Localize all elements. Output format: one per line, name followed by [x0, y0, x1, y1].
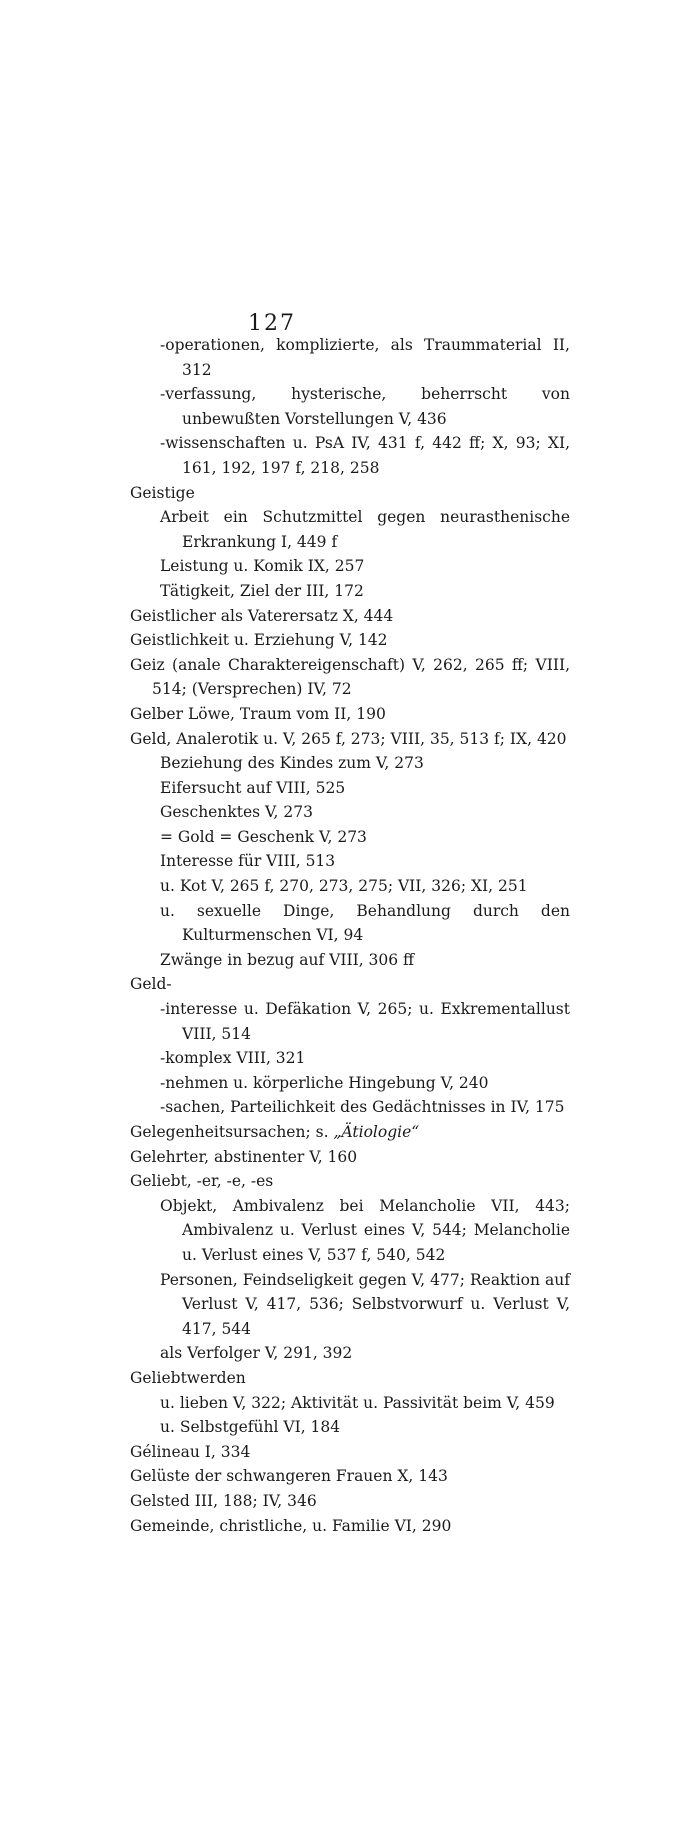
- index-entry-text: Leistung u. Komik IX, 257: [160, 557, 365, 576]
- index-entry: [130, 997, 570, 1046]
- index-entry-text: Gelüste der schwangeren Frauen X, 143: [130, 1467, 448, 1486]
- index-entry-text: Zwänge in bezug auf VIII, 306 ff: [160, 950, 415, 969]
- index-entry-text: -operationen, komplizierte, als Traummaterial II, 312: [160, 336, 570, 379]
- index-entry: [130, 554, 570, 579]
- index-entry-text: u. Selbstgefühl VI, 184: [160, 1418, 341, 1437]
- index-entry-reference: „Ätiologie“: [333, 1123, 420, 1141]
- index-entry-text: als Verfolger V, 291, 392: [160, 1344, 353, 1363]
- index-entry-text: = Gold = Geschenk V, 273: [160, 827, 367, 846]
- index-entry-text: Gélineau I, 334: [130, 1442, 251, 1461]
- index-entry: [130, 1194, 570, 1268]
- index-entry: [130, 751, 570, 776]
- index-entry: [130, 505, 570, 554]
- index-entry-text: -nehmen u. körperliche Hingebung V, 240: [160, 1073, 489, 1092]
- index-entry: [130, 1268, 570, 1342]
- index-entry: [130, 972, 570, 997]
- index-entry-text: -wissenschaften u. PsA IV, 431 f, 442 ff; X, 93; XI, 161, 192, 197 f, 218, 258: [160, 434, 570, 477]
- index-entry: [130, 1440, 570, 1465]
- index-list: [130, 333, 570, 1538]
- index-entry-text: Geistlichkeit u. Erziehung V, 142: [130, 631, 388, 650]
- index-entry: [130, 1120, 570, 1145]
- index-entry-text: Gelsted III, 188; IV, 346: [130, 1491, 317, 1510]
- index-entry-text: -sachen, Parteilichkeit des Gedächtnisses in IV, 175: [160, 1098, 565, 1117]
- index-entry-text: Geld, Analerotik u. V, 265 f, 273; VIII, 35, 513 f; IX, 420: [130, 729, 567, 748]
- index-entry-text: Gelehrter, abstinenter V, 160: [130, 1147, 358, 1166]
- index-entry-text: Personen, Feindseligkeit gegen V, 477; Reaktion auf Verlust V, 417, 536; Selbstvorwurf u. Verlust V, 417, 544: [160, 1270, 570, 1338]
- index-entry-text: -verfassung, hysterische, beherrscht von unbewußten Vorstellungen V, 436: [160, 385, 570, 428]
- index-entry: [130, 1095, 570, 1120]
- index-entry-text: Arbeit ein Schutzmittel gegen neurasthenische Erkrankung I, 449 f: [160, 508, 570, 551]
- index-entry: [130, 1514, 570, 1539]
- index-entry-text: -interesse u. Defäkation V, 265; u. Exkrementallust VIII, 514: [160, 1000, 570, 1043]
- index-entry: [130, 481, 570, 506]
- index-entry-text: -komplex VIII, 321: [160, 1049, 306, 1068]
- index-entry: [130, 431, 570, 480]
- index-entry: [130, 874, 570, 899]
- index-entry: [130, 1489, 570, 1514]
- index-entry-text: u. Kot V, 265 f, 270, 273, 275; VII, 326; XI, 251: [160, 877, 528, 896]
- index-entry-text: u. sexuelle Dinge, Behandlung durch den Kulturmenschen VI, 94: [160, 901, 570, 945]
- index-entry: [130, 825, 570, 850]
- index-entry: [130, 333, 570, 382]
- index-entry: [130, 1071, 570, 1096]
- index-entry-text: Geliebt, -er, -e, -es: [130, 1172, 274, 1191]
- index-entry-text: Gemeinde, christliche, u. Familie VI, 290: [130, 1516, 452, 1535]
- index-entry-text: Geld-: [130, 975, 172, 994]
- index-entry-text: Geliebtwerden: [130, 1368, 246, 1387]
- index-entry-text: Objekt, Ambivalenz bei Melancholie VII, 443; Ambivalenz u. Verlust eines V, 544; Melancholie u. Verlust eines V, 537 f, 540, 542: [160, 1196, 570, 1264]
- index-entry: [130, 1341, 570, 1366]
- index-entry-text: Geistige: [130, 483, 195, 502]
- index-entry: [130, 1366, 570, 1391]
- index-entry: [130, 1046, 570, 1071]
- index-entry-text: Gelber Löwe, Traum vom II, 190: [130, 704, 386, 723]
- page-number: 127: [248, 311, 296, 336]
- index-entry-text: Geiz (anale Charaktereigenschaft) V, 262, 265 ff; VIII, 514; (Versprechen) IV, 72: [130, 655, 570, 699]
- index-entry: [130, 1415, 570, 1440]
- index-entry: [130, 899, 570, 948]
- index-entry: [130, 382, 570, 431]
- index-entry: [130, 1169, 570, 1194]
- index-entry-text: Gelegenheitsursachen; s.: [130, 1123, 334, 1141]
- index-entry: [130, 849, 570, 874]
- index-entry: [130, 1391, 570, 1416]
- index-entry-text: u. lieben V, 322; Aktivität u. Passivität beim V, 459: [160, 1393, 555, 1412]
- index-entry: [130, 948, 570, 973]
- index-entry: [130, 727, 570, 752]
- index-entry-text: Geistlicher als Vaterersatz X, 444: [130, 606, 394, 625]
- index-entry: [130, 1145, 570, 1170]
- index-entry: [130, 1464, 570, 1489]
- index-entry-text: Beziehung des Kindes zum V, 273: [160, 754, 424, 773]
- index-entry: [130, 628, 570, 653]
- index-entry-text: Tätigkeit, Ziel der III, 172: [160, 581, 364, 600]
- index-entry: [130, 579, 570, 604]
- index-entry: [130, 702, 570, 727]
- index-entry: [130, 604, 570, 629]
- index-entry: [130, 800, 570, 825]
- index-entry-text: Geschenktes V, 273: [160, 803, 313, 822]
- index-entry: [130, 776, 570, 801]
- index-entry-text: Eifersucht auf VIII, 525: [160, 778, 346, 797]
- index-entry-text: Interesse für VIII, 513: [160, 852, 336, 871]
- index-entry: [130, 653, 570, 702]
